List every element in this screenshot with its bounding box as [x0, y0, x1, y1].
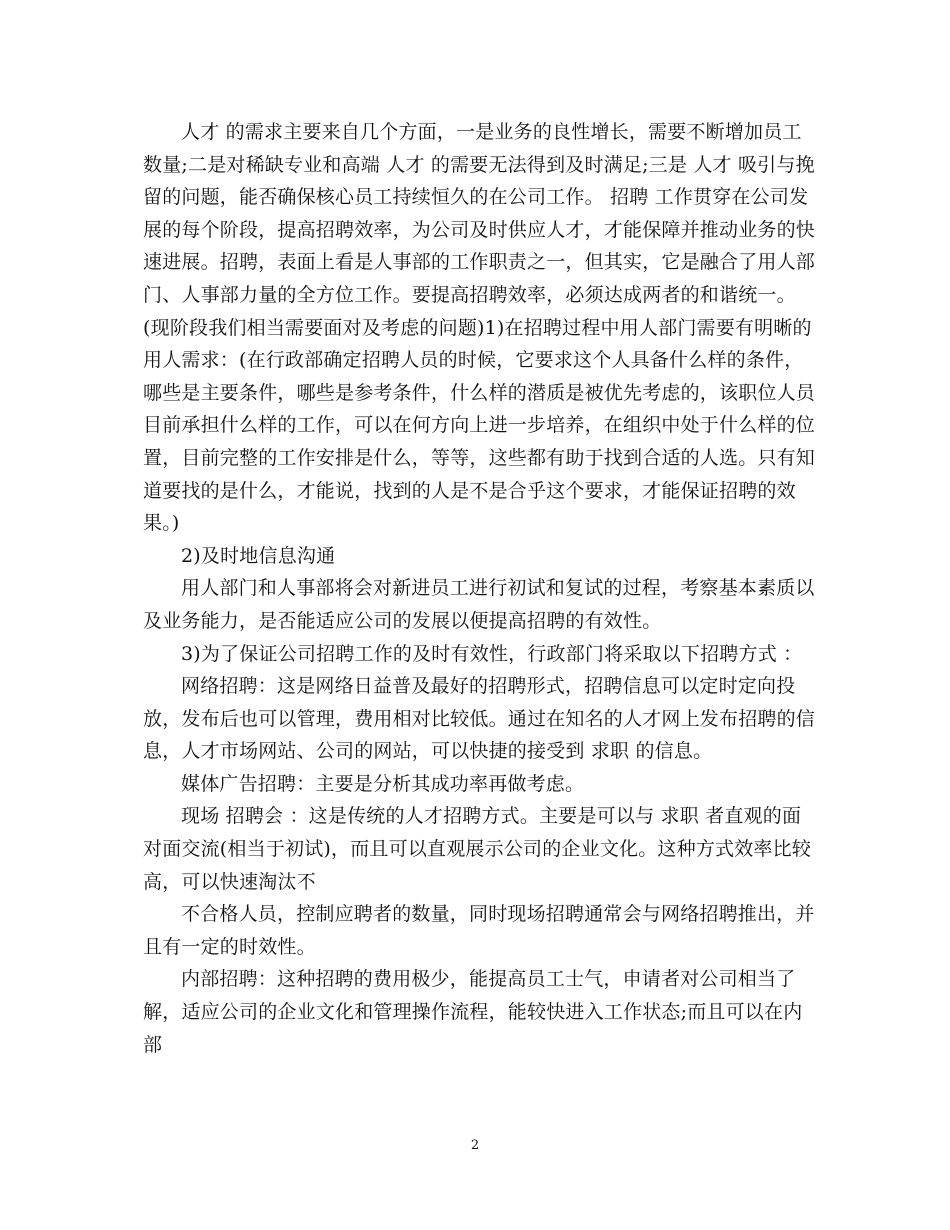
paragraph-online-recruitment: 网络招聘：这是网络日益普及最好的招聘形式，招聘信息可以定时定向投放，发布后也可以管理，费用相对比较低。通过在知名的人才网上发布招聘的信息，人才市场网站、公司的网站，可以快捷的接受到 求职 的信息。 [143, 675, 816, 763]
paragraph-job-fair: 现场 招聘会 ：这是传统的人才招聘方式。主要是可以与 求职 者直观的面对面交流(相当于初试)，而且可以直观展示公司的企业文化。这种方式效率比较高，可以快速淘汰不 [143, 805, 812, 893]
page-number: 2 [470, 1138, 480, 1153]
paragraph-timely-communication-heading: 2)及时地信息沟通 [181, 544, 336, 567]
paragraph-media-recruitment: 媒体广告招聘：主要是分析其成功率再做考虑。 [181, 772, 585, 795]
paragraph-job-fair-continued: 不合格人员，控制应聘者的数量，同时现场招聘通常会与网络招聘推出，并且有一定的时效性。 [143, 903, 815, 958]
paragraph-talent-demand: 人才 的需求主要来自几个方面，一是业务的良性增长，需要不断增加员工数量;二是对稀缺专业和高端 人才 的需要无法得到及时满足;三是 人才 吸引与挽留的问题，能否确保核心员工持续恒久的在公司工作。 招聘 工作贯穿在公司发展的每个阶段，提高招聘效率，为公司及时供应人才，才能保障并推动业务的快速进展。招聘，表面上看是人事部的工作职责之一，但其实，它是融合了用人部门、人事部力量的全方位工作。要提高招聘效率，必须达成两者的和谐统一。(现阶段我们相当需要面对及考虑的问题)1)在招聘过程中用人部门需要有明晰的用人需求：(在行政部确定招聘人员的时候，它要求这个人具备什么样的条件，哪些是主要条件，哪些是参考条件，什么样的潜质是被优先考虑的，该职位人员目前承担什么样的工作，可以在何方向上进一步培养，在组织中处于什么样的位置，目前完整的工作安排是什么，等等，这些都有助于找到合适的人选。只有知道要找的是什么，才能说，找到的人是不是合乎这个要求，才能保证招聘的效果。) [143, 121, 816, 535]
paragraph-recruitment-methods-heading: 3)为了保证公司招聘工作的及时有效性，行政部门将采取以下招聘方式 ： [181, 642, 803, 665]
paragraph-interview-process: 用人部门和人事部将会对新进员工进行初试和复试的过程，考察基本素质以及业务能力，是否能适应公司的发展以便提高招聘的有效性。 [143, 577, 815, 632]
document-body [143, 116, 815, 1061]
paragraph-internal-recruitment: 内部招聘：这种招聘的费用极少，能提高员工士气，申请者对公司相当了解，适应公司的企业文化和管理操作流程，能较快进入工作状态;而且可以在内部 [143, 968, 803, 1056]
